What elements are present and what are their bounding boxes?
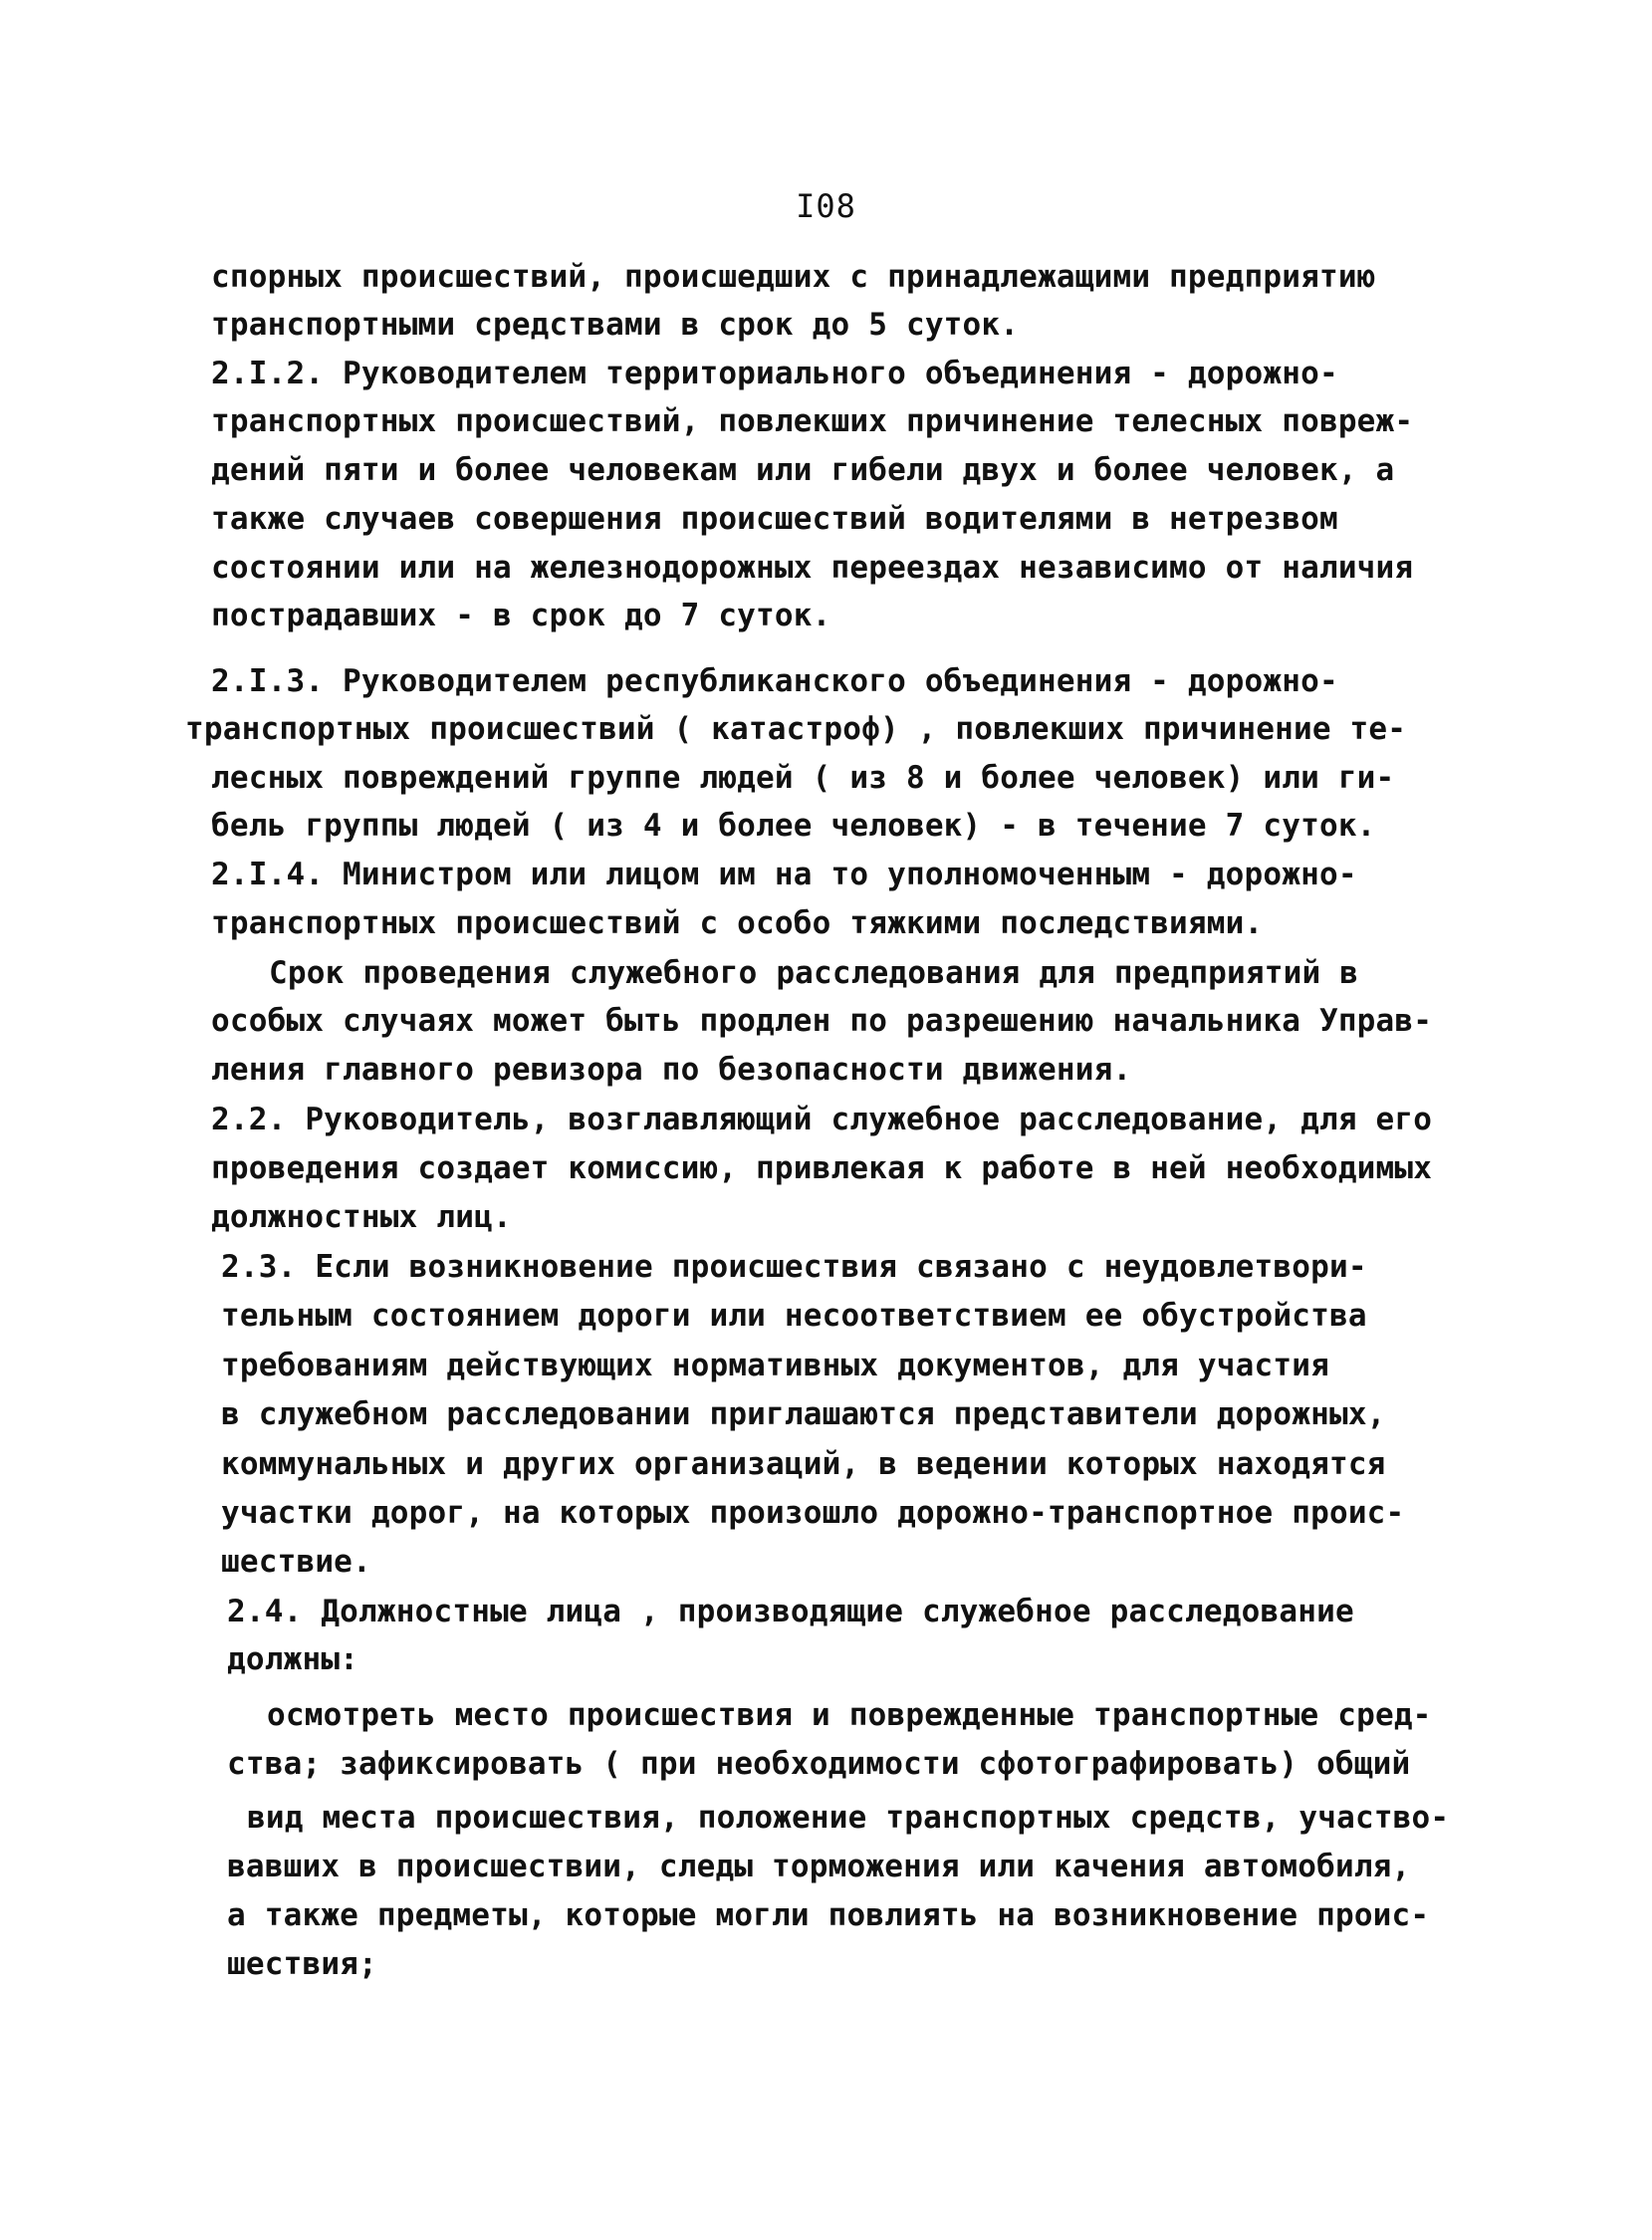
text-line: состоянии или на железнодорожных переездах независимо от наличия: [211, 550, 1414, 586]
text-line: также случаев совершения происшествий водителями в нетрезвом: [211, 501, 1338, 537]
text-line: 2.I.3. Руководителем республиканского объединения - дорожно-: [211, 663, 1338, 699]
text-line: 2.2. Руководитель, возглавляющий служебное расследование, для его: [211, 1102, 1433, 1137]
text-line: бель группы людей ( из 4 и более человек) - в течение 7 суток.: [211, 808, 1376, 844]
text-line: осмотреть место происшествия и поврежденные транспортные сред-: [267, 1697, 1432, 1733]
text-line: ления главного ревизора по безопасности движения.: [211, 1052, 1132, 1088]
text-line: шествия;: [227, 1946, 377, 1982]
page-number: I08: [796, 187, 856, 225]
text-line: 2.4. Должностные лица , производящие служебное расследование: [227, 1594, 1354, 1629]
text-line: лесных повреждений группе людей ( из 8 и более человек) или ги-: [211, 760, 1395, 796]
text-line: 2.I.4. Министром или лицом им на то уполномоченным - дорожно-: [211, 857, 1357, 892]
text-line: транспортных происшествий с особо тяжкими последствиями.: [211, 905, 1264, 941]
text-line: требованиям действующих нормативных документов, для участия: [221, 1348, 1329, 1383]
text-line: особых случаях может быть продлен по разрешению начальника Управ-: [211, 1003, 1433, 1039]
text-line: коммунальных и других организаций, в ведении которых находятся: [221, 1446, 1386, 1482]
text-line: транспортных происшествий ( катастроф) , повлекших причинение те-: [185, 711, 1407, 747]
text-line: а также предметы, которые могли повлиять на возникновение проис-: [227, 1897, 1430, 1933]
text-line: проведения создает комиссию, привлекая к работе в ней необходимых: [211, 1150, 1433, 1186]
text-line: должностных лиц.: [211, 1199, 512, 1235]
text-line: должны:: [227, 1641, 359, 1677]
text-line: вавших в происшествии, следы торможения или качения автомобиля,: [227, 1849, 1411, 1884]
text-line: в служебном расследовании приглашаются представители дорожных,: [221, 1396, 1386, 1432]
text-line: вид места происшествия, положение транспортных средств, участво-: [247, 1800, 1450, 1836]
text-line: тельным состоянием дороги или несоответствием ее обустройства: [221, 1298, 1367, 1334]
text-line: пострадавших - в срок до 7 суток.: [211, 598, 831, 633]
text-line: спорных происшествий, происшедших с принадлежащими предприятию: [211, 259, 1376, 295]
text-line: дений пяти и более человекам или гибели двух и более человек, а: [211, 452, 1395, 488]
text-line: 2.3. Если возникновение происшествия связано с неудовлетвори-: [221, 1249, 1367, 1285]
text-line: транспортными средствами в срок до 5 суток.: [211, 307, 1020, 343]
text-line: Срок проведения служебного расследования для предприятий в: [269, 955, 1359, 991]
text-line: ства; зафиксировать ( при необходимости сфотографировать) общий: [227, 1746, 1411, 1782]
text-line: участки дорог, на которых произошло дорожно-транспортное проис-: [221, 1495, 1405, 1531]
text-line: транспортных происшествий, повлекших причинение телесных повреж-: [211, 403, 1414, 439]
text-line: шествие.: [221, 1544, 371, 1580]
text-line: 2.I.2. Руководителем территориального объединения - дорожно-: [211, 356, 1338, 391]
